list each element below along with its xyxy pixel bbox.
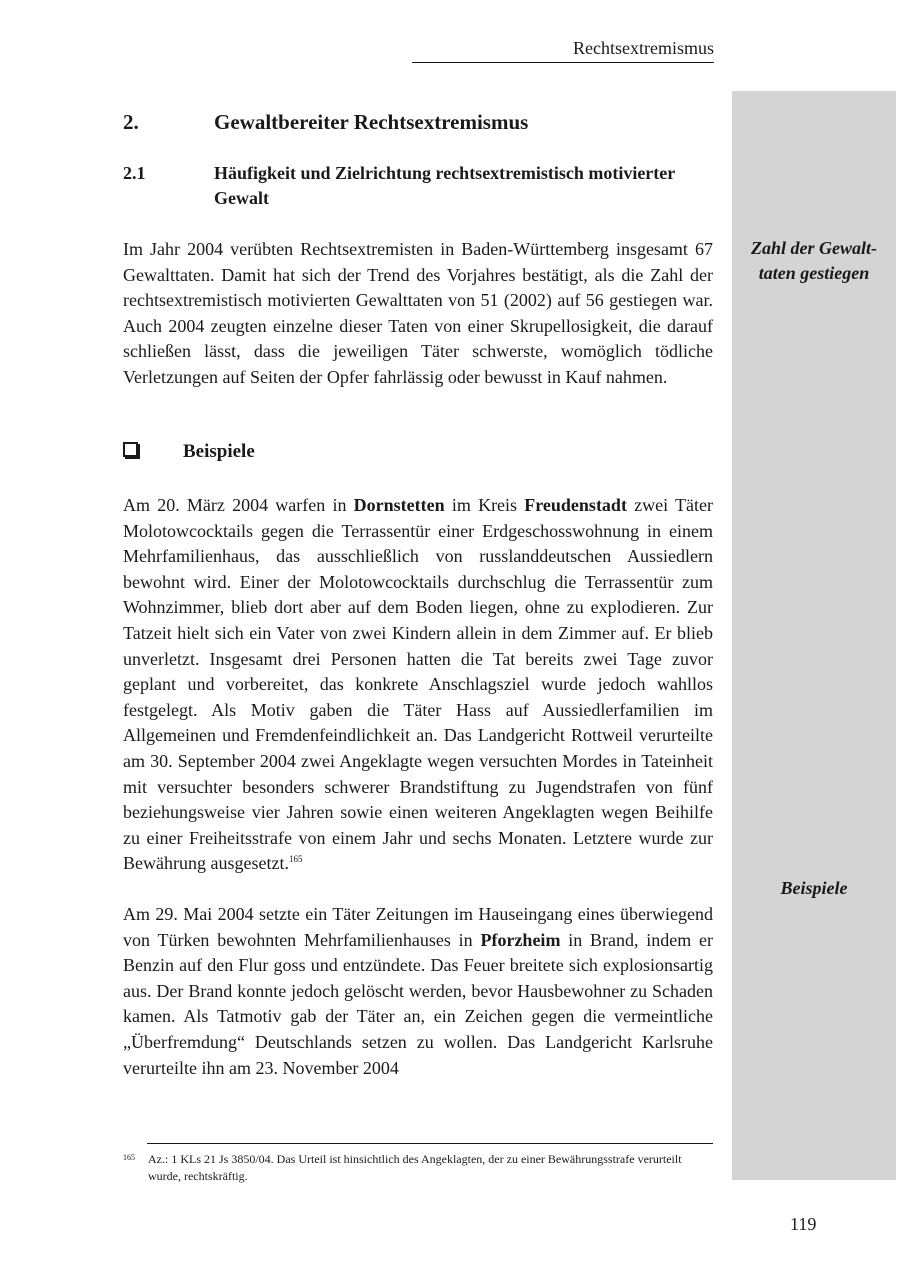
page-number: 119 <box>790 1214 817 1234</box>
footnote <box>123 1151 713 1185</box>
footnote-reference[interactable]: 165 <box>288 854 303 865</box>
section-heading <box>123 110 715 135</box>
footnote-number: 165 <box>123 1153 135 1162</box>
example1-text-end: zwei Täter Molotowcocktails gegen die Terrassentür einer Erdgeschosswohnung in einem Mehrfamilienhaus, das ausschließlich von russlanddeutschen Aussiedlern bewohnt wird. Einer der Molotowcocktails durchschlug die Terrassentür zum Wohnzimmer, blieb dort aber auf dem Boden liegen, ohne zu explodieren. Zur Tatzeit hielt sich ein Vater von zwei Kindern allein in dem Zimmer auf. Er blieb unverletzt. Insgesamt drei Personen hatten die Tat bereits zwei Tage zuvor geplant und vorbereitet, das konkrete Anschlagsziel wurde jedoch wahllos festgelegt. Als Motiv gaben die Täter Hass auf Aussiedlerfamilien im Allgemeinen und Fremdenfeindlichkeit an. Das Landgericht Rottweil verurteilte am 30. September 2004 zwei Angeklagte wegen versuchten Mordes in Tateinheit mit versuchter besonders schwerer Brandstiftung zu Jugendstrafen von fünf beziehungsweise vier Jahren sowie einen weiteren Angeklagten wegen Beihilfe zu einer Freiheitsstrafe von einem Jahr und sechs Monaten. Letztere wurde zur Bewährung ausgesetzt. <box>123 495 713 874</box>
example-paragraph-1 <box>123 493 713 877</box>
section-number: 2. <box>123 110 139 134</box>
example-paragraph-2 <box>123 902 713 1081</box>
footnote-divider <box>147 1143 713 1144</box>
place-pforzheim: Pforzheim <box>480 929 561 950</box>
example2-text-end: in Brand, indem er Benzin auf den Flur goss und entzündete. Das Feuer breitete sich explosionsartig aus. Der Brand konnte jedoch gelöscht werden, bevor Hausbewohner zu Schaden kamen. Als Tatmotiv gab der Täter an, ein Zeichen gegen die vermeintliche „Überfremdung“ Deutschlands setzen zu wollen. Das Landgericht Karlsruhe verurteilte ihn am 23. November 2004 <box>123 929 713 1078</box>
example2-text-start: Am 29. Mai 2004 setzte ein Täter Zeitungen im Hauseingang eines überwiegend von Türken bewohnten Mehrfamilienhauses in <box>123 904 713 950</box>
margin-note-gewalttaten: Zahl der Gewalttaten gestiegen <box>751 238 877 283</box>
subsection-number: 2.1 <box>123 163 146 183</box>
running-head: Rechtsextremismus <box>412 38 714 63</box>
margin-note-beispiele: Beispiele <box>780 878 848 898</box>
subsection-title: Häufigkeit und Zielrichtung rechtsextremistisch motivierter Gewalt <box>214 163 675 208</box>
examples-heading-label: Beispiele <box>183 441 255 462</box>
examples-heading <box>123 441 255 463</box>
subsection-heading <box>123 161 715 211</box>
checkbox-icon <box>123 442 138 457</box>
place-freudenstadt: Freudenstadt <box>524 495 627 515</box>
footnote-text: Az.: 1 KLs 21 Js 3850/04. Das Urteil ist hinsichtlich des Angeklagten, der zu einer Bewährungsstrafe verurteilt wurde, rechtskräftig. <box>148 1152 682 1183</box>
place-dornstetten: Dornstetten <box>353 495 445 515</box>
intro-paragraph: Im Jahr 2004 verübten Rechtsextremisten in Baden-Württemberg insgesamt 67 Gewalttaten. Damit hat sich der Trend des Vorjahres bestätigt, als die Zahl der rechtsextremistisch motivierten Gewalttaten von 51 (2002) auf 56 gestiegen war. Auch 2004 zeugten einzelne dieser Taten von einer Skrupellosigkeit, die darauf schließen lässt, dass die jeweiligen Täter schwerste, womöglich tödliche Verletzungen auf Seiten der Opfer fahrlässig oder bewusst in Kauf nahmen. <box>123 239 713 387</box>
margin-sidebar <box>732 91 896 1180</box>
example1-text-start: Am 20. März 2004 warfen in <box>123 495 354 515</box>
example1-text-middle: im Kreis <box>444 495 525 515</box>
section-title: Gewaltbereiter Rechtsextremismus <box>214 110 529 134</box>
